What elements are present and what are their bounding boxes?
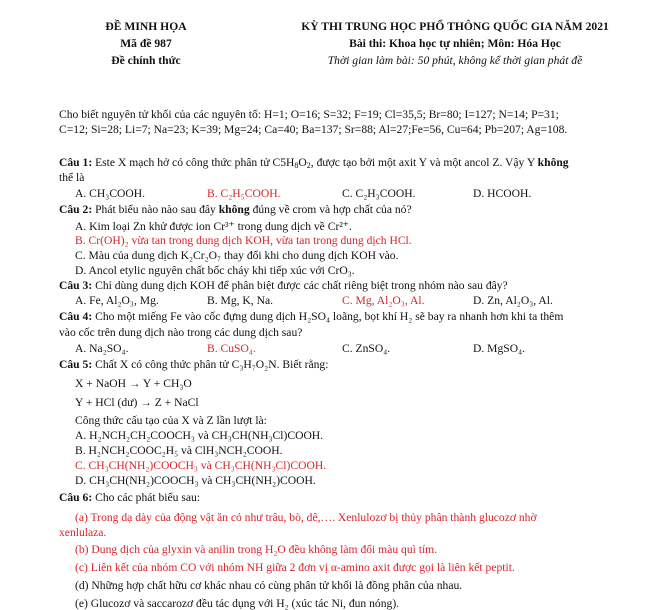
statement-b: (b) Dung dịch của glyxin và anilin trong H₂O đều không làm đổi màu quì tím. <box>75 543 438 556</box>
question-4-cont: vào cốc trên dung dịch nào trong các dung dịch sau? <box>59 326 303 339</box>
question-text: Este X mạch hở có công thức phân tử C <box>92 156 281 169</box>
reaction-1: X + NaOH → Y + CH₃O <box>75 377 192 390</box>
formula: H <box>286 156 295 169</box>
option-c[interactable]: C. ZnSO₄. <box>342 342 391 355</box>
option-b[interactable]: B. Mg, K, Na. <box>207 294 274 307</box>
exam-label: ĐỀ MINH HỌA <box>105 20 187 33</box>
question-label: Câu 4: <box>59 310 93 323</box>
question-text: Cho một miếng Fe vào cốc đựng dung dịch H₂SO₄ loãng, bọt khí H₂ sẽ bay ra nhanh hơn khi ta thêm <box>92 310 564 323</box>
question-1-cont: thể là <box>59 171 85 184</box>
question-label: Câu 3: <box>59 279 93 292</box>
option-c[interactable]: C. C₂H₃COOH. <box>342 187 416 200</box>
statement-a: (a) Trong dạ dày của động vật ăn cỏ như trâu, bò, dê,…. Xenlulozơ bị thủy phân thành glucozơ nhờ <box>75 511 537 524</box>
statement-a-cont: xenlulaza. <box>59 526 107 539</box>
question-label: Câu 1: <box>59 156 93 169</box>
question-2 <box>59 203 412 216</box>
option-c[interactable]: C. CH₃CH(NH₂)COOCH₃ và CH₃CH(NH₃Cl)COOH. <box>75 459 327 472</box>
statement-c: (c) Liên kết của nhóm CO với nhóm NH giữa 2 đơn vị α-amino axit được gọi là liên kết peptit. <box>75 561 515 574</box>
question-4 <box>59 310 563 323</box>
exam-subject: Bài thi: Khoa học tự nhiên; Môn: Hóa Học <box>349 37 561 50</box>
emphasis: không <box>218 203 250 216</box>
option-c[interactable]: C. Mg, Al₂O₃, Al. <box>342 294 425 307</box>
option-b[interactable]: B. C₂H₅COOH. <box>207 187 281 200</box>
question-label: Câu 5: <box>59 358 93 371</box>
question-6 <box>59 491 200 504</box>
option-a[interactable]: A. CH₃COOH. <box>75 187 146 200</box>
option-c[interactable]: C. Màu của dung dịch K₂Cr₂O₇ thay đổi khi cho dung dịch KOH vào. <box>75 249 399 262</box>
question-1: Câu 1: Este X mạch hở có công thức phân tử $C5H_8O_2$, được tạo bởi một axit Y và một ancol Z. Vậy Y không <box>59 156 569 170</box>
statement-e: (e) Glucozơ và saccarozơ đều tác dụng với H₂ (xúc tác Ni, đun nóng). <box>75 597 400 610</box>
option-d[interactable]: D. CH₃CH(NH₂)COOCH₃ và CH₃CH(NH₂)COOH. <box>75 474 316 487</box>
option-d[interactable]: D. MgSO₄. <box>473 342 526 355</box>
reaction-2: Y + HCl (dư) → Z + NaCl <box>75 396 199 409</box>
official-label: Đề chính thức <box>111 54 181 67</box>
option-a[interactable]: A. Fe, Al₂O₃, Mg. <box>75 294 159 307</box>
question-5-prompt: Công thức cấu tạo của X và Z lần lượt là: <box>75 414 267 427</box>
option-a[interactable]: A. Kim loại Zn khử được ion Cr³⁺ trong dung dịch về Cr²⁺. <box>75 220 352 233</box>
option-a[interactable]: A. H₂NCH₂CH₂COOCH₃ và CH₃CH(NH₃Cl)COOH. <box>75 429 324 442</box>
question-text: đúng về crom và hợp chất của nó? <box>249 203 412 216</box>
option-a[interactable]: A. Na₂SO₄. <box>75 342 129 355</box>
statement-d: (d) Những hợp chất hữu cơ khác nhau có cùng phân tử khối là đồng phân của nhau. <box>75 579 463 592</box>
question-text: Cho các phát biểu sau: <box>92 491 201 504</box>
question-text: Chất X có công thức phân tử C₃H₇O₂N. Biết rằng: <box>92 358 329 371</box>
exam-title: KỲ THI TRUNG HỌC PHỔ THÔNG QUỐC GIA NĂM 2021 <box>301 20 609 33</box>
question-5 <box>59 358 328 371</box>
exam-code: Mã đề 987 <box>120 37 172 50</box>
question-label: Câu 2: <box>59 203 93 216</box>
option-b[interactable]: B. H₂NCH₂COOC₂H₅ và ClH₃NCH₂COOH. <box>75 444 283 457</box>
option-d[interactable]: D. HCOOH. <box>473 187 532 200</box>
question-label: Câu 6: <box>59 491 93 504</box>
option-b[interactable]: B. Cr(OH)₂ vừa tan trong dung dịch KOH, vừa tan trong dung dịch HCl. <box>75 234 412 247</box>
emphasis: không <box>537 156 569 169</box>
question-3 <box>59 279 508 292</box>
option-d[interactable]: D. Ancol etylic nguyên chất bốc cháy khi tiếp xúc với CrO₃. <box>75 264 355 277</box>
question-text: Phát biểu nào nào sau đây <box>92 203 219 216</box>
atomic-masses-line1: Cho biết nguyên tử khối của các nguyên tố: H=1; O=16; S=32; F=19; Cl=35,5; Br=80; I=127; N=14; P=31; <box>59 108 559 121</box>
question-text: Chỉ dùng dung dịch KOH để phân biệt được các chất riêng biệt trong nhóm nào sau đây? <box>92 279 508 292</box>
formula: 5 <box>280 156 287 169</box>
exam-time: Thời gian làm bài: 50 phút, không kể thời gian phát đề <box>327 54 583 67</box>
atomic-masses-line2: C=12; Si=28; Li=7; Na=23; K=39; Mg=24; Ca=40; Ba=137; Sr=88; Al=27;Fe=56, Cu=64; Pb=207; Ag=108. <box>59 123 568 136</box>
question-text: , được tạo bởi một axit Y và một ancol Z. Vậy Y <box>310 156 538 169</box>
option-b[interactable]: B. CuSO₄. <box>207 342 256 355</box>
option-d[interactable]: D. Zn, Al₂O₃, Al. <box>473 294 553 307</box>
